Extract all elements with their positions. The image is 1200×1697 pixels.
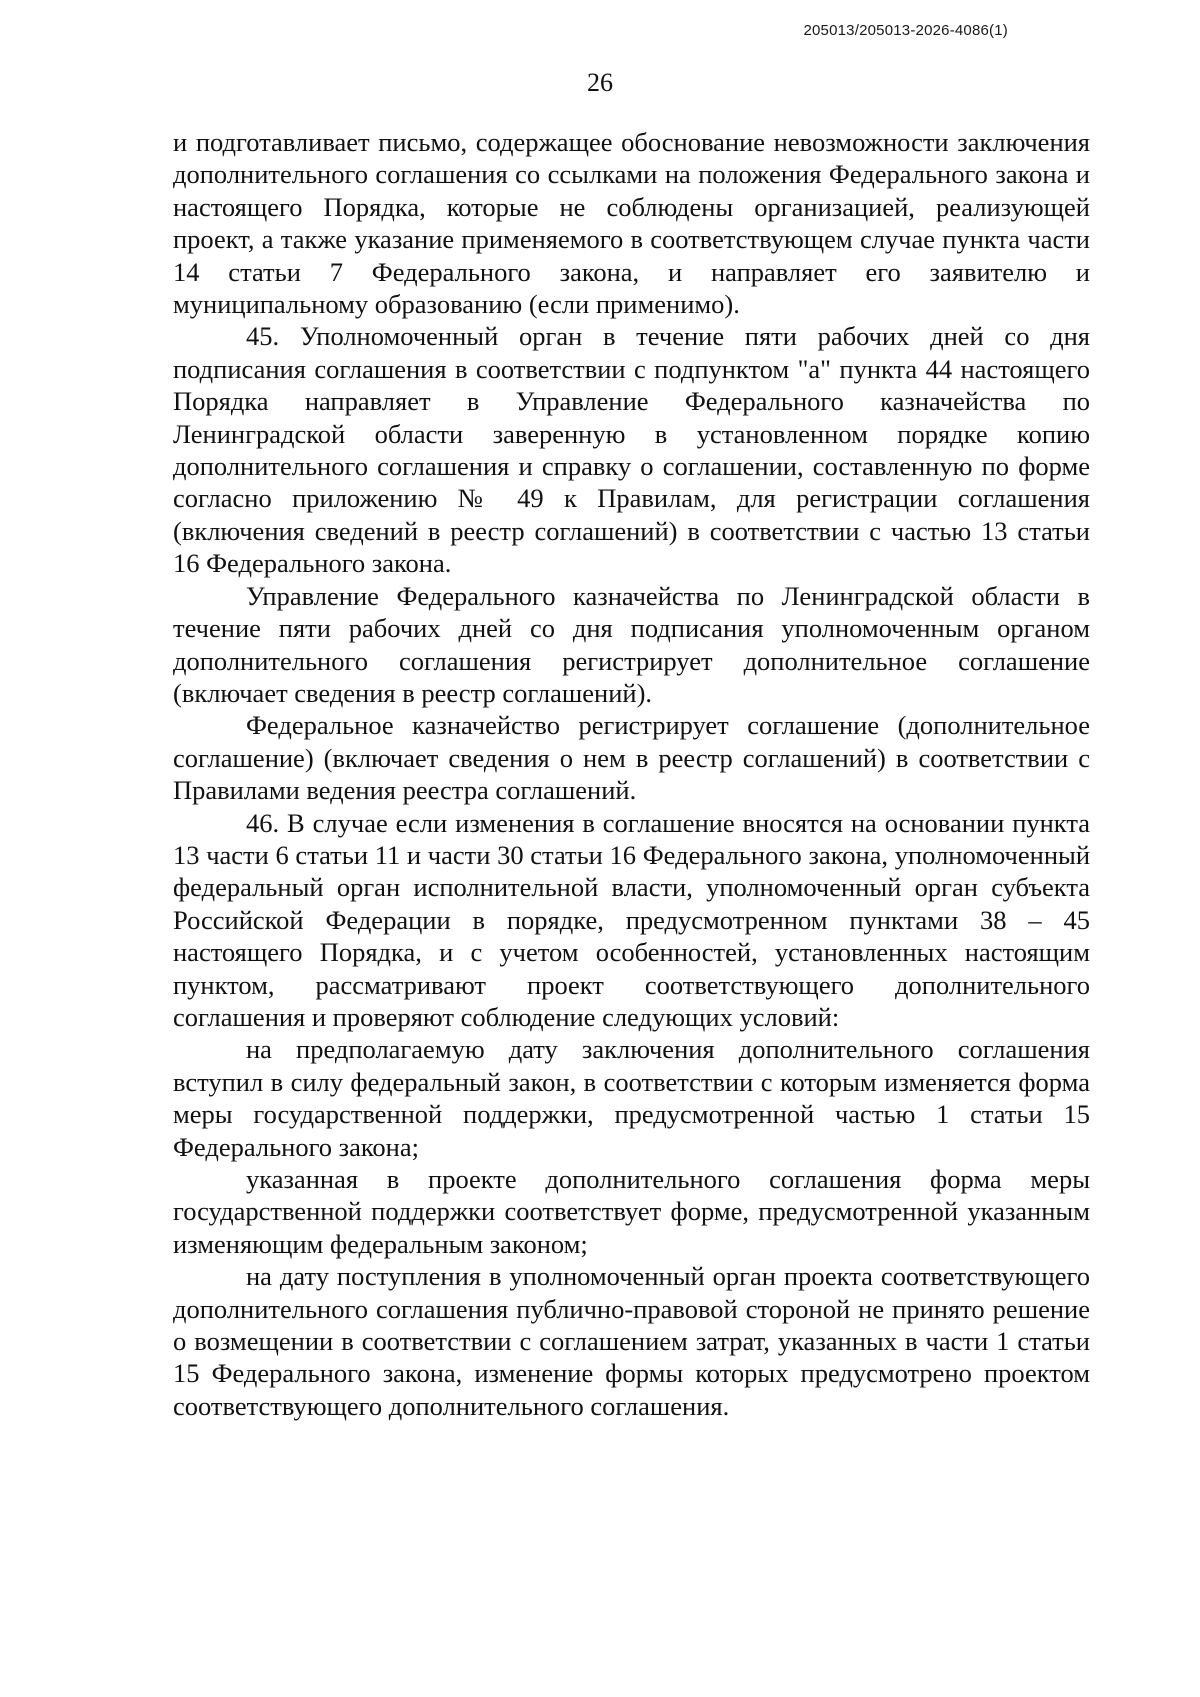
page-number: 26: [587, 68, 613, 97]
document-body: [173, 126, 1090, 1422]
paragraph-condition-2: указанная в проекте дополнительного соглашения форма меры государственной поддержки соответствует форме, предусмотренной указанным изменяющим федеральным законом;: [173, 1164, 1090, 1259]
paragraph-condition-1: на предполагаемую дату заключения дополнительного соглашения вступил в силу федеральный закон, в соответствии с которым изменяется форма меры государственной поддержки, предусмотренной частью 1 статьи 15 Федерального закона;: [173, 1034, 1090, 1162]
paragraph-treasury-registration: Управление Федерального казначейства по Ленинградской области в течение пяти рабочих дней со дня подписания уполномоченным органом дополнительного соглашения регистрирует дополнительное соглашение (включает сведения в реестр соглашений).: [173, 580, 1090, 708]
paragraph-item-45: 45. Уполномоченный орган в течение пяти рабочих дней со дня подписания соглашения в соответствии с подпунктом "а" пункта 44 настоящего Порядка направляет в Управление Федерального казначейства по Ленинградской области заверенную в установленном порядке копию дополнительного соглашения и справку о соглашении, составленную по форме согласно приложению № 49 к Правилам, для регистрации соглашения (включения сведений в реестр соглашений) в соответствии с частью 13 статьи 16 Федерального закона.: [173, 321, 1090, 579]
paragraph-continuation: и подготавливает письмо, содержащее обоснование невозможности заключения дополнительного соглашения со ссылками на положения Федерального закона и настоящего Порядка, которые не соблюдены организацией, реализующей проект, а также указание применяемого в соответствующем случае пункта части 14 статьи 7 Федерального закона, и направляет его заявителю и муниципальному образованию (если применимо).: [173, 127, 1090, 320]
paragraph-federal-treasury: Федеральное казначейство регистрирует соглашение (дополнительное соглашение) (включает сведения о нем в реестр соглашений) в соответствии с Правилами ведения реестра соглашений.: [173, 710, 1090, 806]
document-registration-number: 205013/205013-2026-4086(1): [803, 22, 1008, 39]
paragraph-condition-3: на дату поступления в уполномоченный орган проекта соответствующего дополнительного соглашения публично-правовой стороной не принято решение о возмещении в соответствии с соглашением затрат, указанных в части 1 статьи 15 Федерального закона, изменение формы которых предусмотрено проектом соответствующего дополнительного соглашения.: [173, 1261, 1090, 1421]
paragraph-item-46: 46. В случае если изменения в соглашение вносятся на основании пункта 13 части 6 статьи 11 и части 30 статьи 16 Федерального закона, уполномоченный федеральный орган исполнительной власти, уполномоченный орган субъекта Российской Федерации в порядке, предусмотренном пунктами 38 – 45 настоящего Порядка, и с учетом особенностей, установленных настоящим пунктом, рассматривают проект соответствующего дополнительного соглашения и проверяют соблюдение следующих условий:: [173, 807, 1090, 1032]
